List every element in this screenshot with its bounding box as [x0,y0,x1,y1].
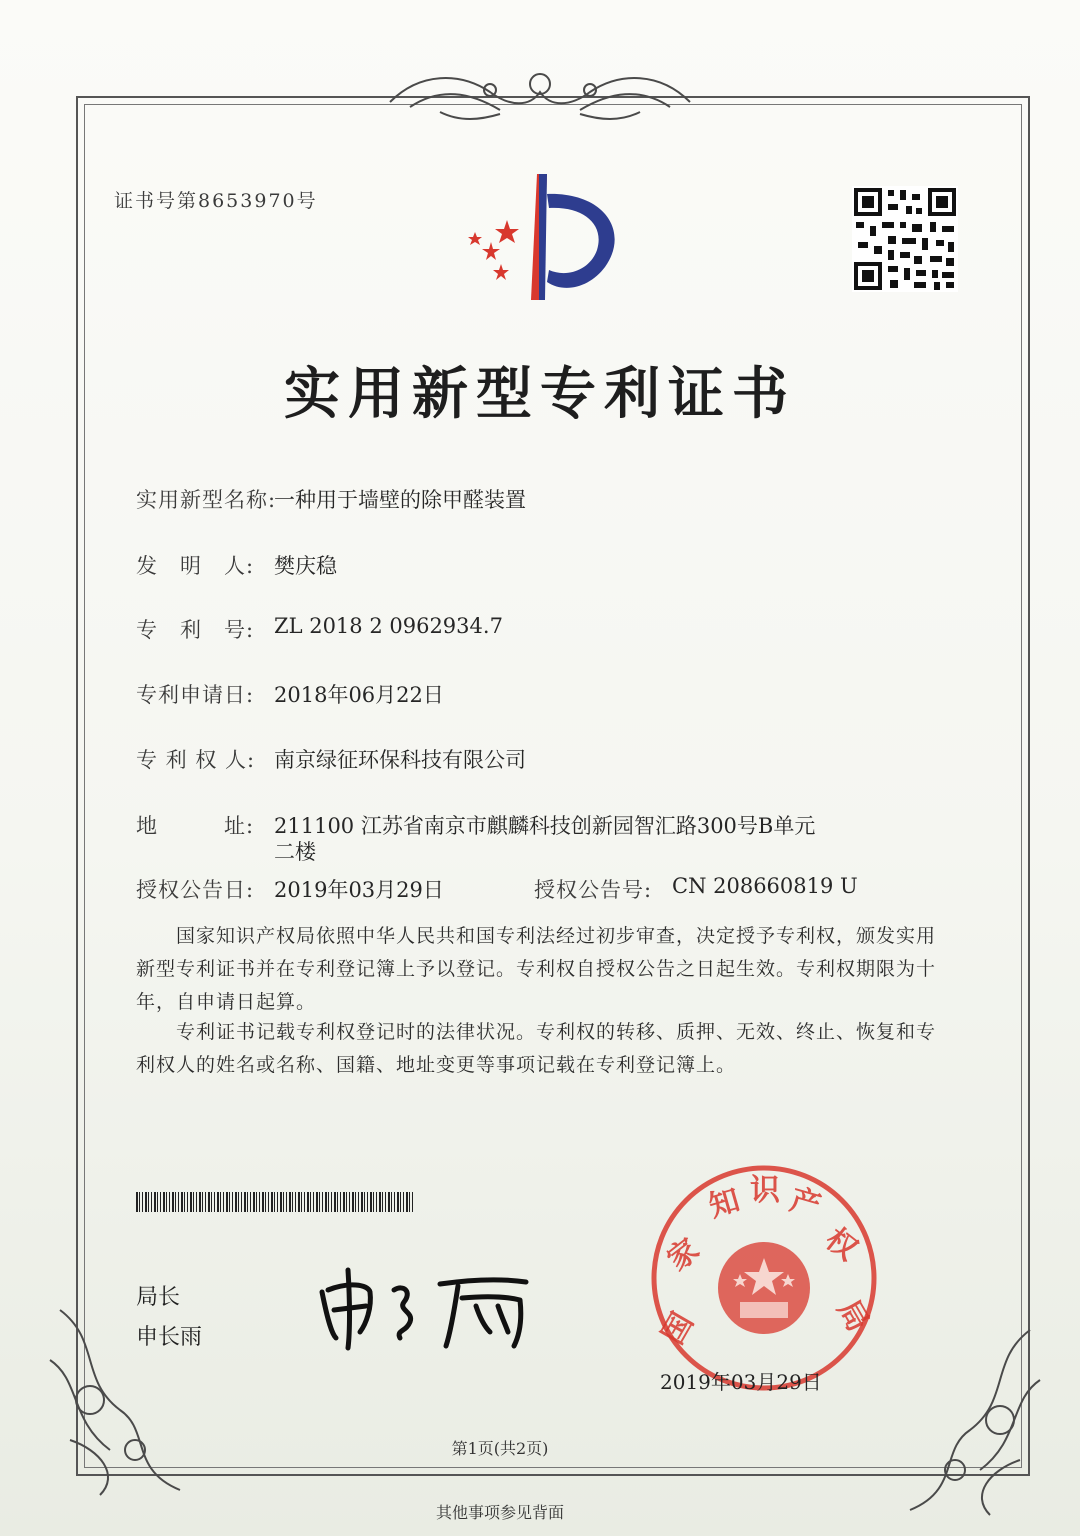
application-date-label: 专利申请日: [136,683,255,707]
inventor-label: 发 明 人: [136,554,255,578]
patent-number-value: ZL 2018 2 0962934.7 [274,614,503,638]
svg-text:家: 家 [660,1231,707,1278]
grant-number-value: CN 208660819 U [672,874,858,898]
seal-date: 2019年03月29日 [660,1370,822,1394]
grant-date-value: 2019年03月29日 [274,878,444,902]
body-paragraph-1: 国家知识产权局依照中华人民共和国专利法经过初步审查，决定授予专利权，颁发实用新型专利证书并在专利登记簿上予以登记。专利权自授权公告之日起生效。专利权期限为十年，自申请日起算。 [136,925,937,1013]
patentee-value: 南京绿征环保科技有限公司 [274,748,526,772]
patent-office-logo [455,172,625,302]
svg-text:局: 局 [830,1294,876,1338]
certificate-title: 实用新型专利证书 [284,362,796,427]
certificate-number: 证书号第8653970号 [114,190,318,212]
page-indicator: 第1页(共2页) [451,1439,549,1458]
utility-model-name-label: 实用新型名称: [136,488,277,512]
address-value-line1: 211100 江苏省南京市麒麟科技创新园智汇路300号B单元 [274,814,816,838]
svg-text:知: 知 [705,1182,744,1225]
body-paragraph-2: 专利证书记载专利权登记时的法律状况。专利权的转移、质押、无效、终止、恢复和专利权人的姓名或名称、国籍、地址变更等事项记载在专利登记簿上。 [136,1021,937,1076]
grant-date-label: 授权公告日: [136,878,255,902]
handwritten-signature [308,1262,548,1352]
director-name: 申长雨 [136,1325,203,1350]
top-ornament [380,62,700,132]
svg-text:识: 识 [750,1173,780,1208]
footer-note: 其他事项参见背面 [435,1503,564,1522]
patent-number-label: 专 利 号: [136,618,255,642]
inventor-value: 樊庆稳 [274,554,337,578]
patentee-label: 专 利 权 人: [136,748,256,772]
certificate-frame-inner [84,104,1022,1468]
address-label: 地 址: [136,814,255,838]
application-date-value: 2018年06月22日 [274,683,444,707]
official-seal [648,1162,880,1394]
address-value-line2: 二楼 [274,840,316,864]
barcode [136,1192,414,1212]
grant-number-label: 授权公告号: [534,878,653,902]
qr-code [852,186,958,292]
utility-model-name-value: 一种用于墙壁的除甲醛装置 [274,488,526,512]
bottom-right-ornament [880,1320,1050,1520]
svg-text:权: 权 [818,1221,864,1268]
svg-text:产: 产 [786,1182,825,1225]
director-title: 局长 [136,1285,181,1310]
svg-text:国: 国 [655,1306,701,1351]
